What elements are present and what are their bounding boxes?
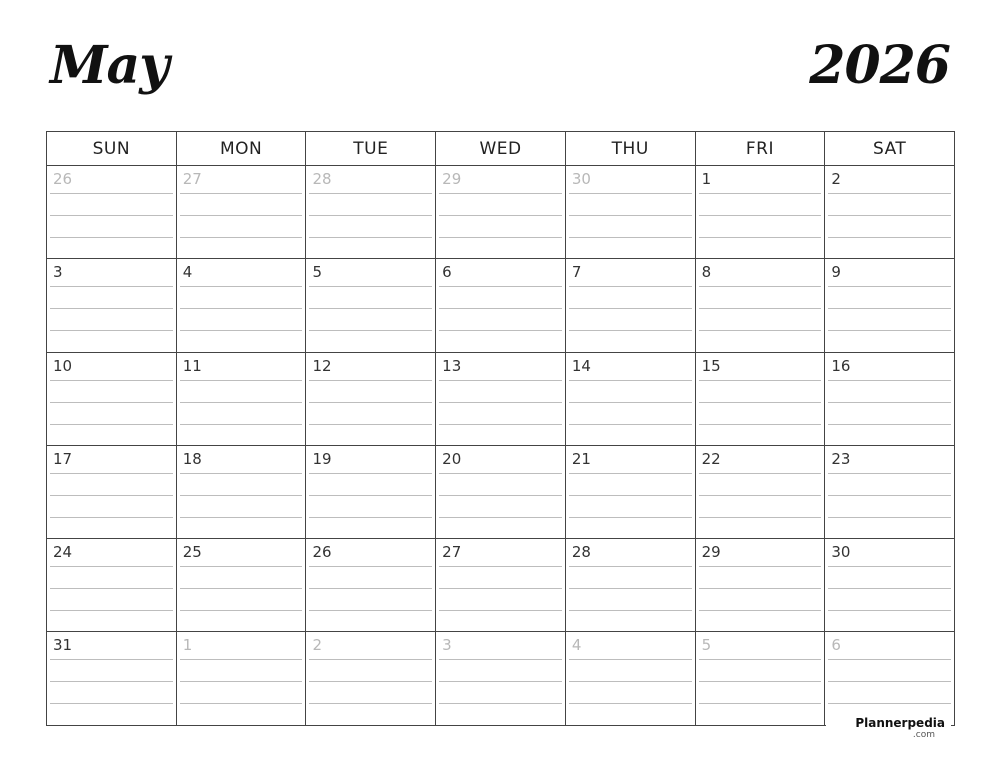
day-cell[interactable] — [825, 446, 954, 538]
writing-line — [309, 681, 432, 682]
writing-line — [569, 402, 692, 403]
writing-line — [569, 681, 692, 682]
writing-line — [50, 495, 173, 496]
day-number: 9 — [831, 263, 841, 282]
day-cell[interactable] — [47, 166, 177, 258]
day-number: 22 — [701, 449, 721, 468]
day-number: 30 — [831, 543, 851, 562]
day-number: 12 — [312, 356, 332, 375]
day-cell[interactable] — [177, 353, 307, 445]
writing-line — [50, 308, 173, 309]
writing-line — [569, 193, 692, 194]
day-cell[interactable] — [177, 539, 307, 631]
writing-line — [309, 703, 432, 704]
week-row — [47, 353, 954, 446]
writing-line — [828, 424, 951, 425]
writing-line — [828, 681, 951, 682]
writing-line — [828, 330, 951, 331]
writing-line — [569, 703, 692, 704]
day-cell[interactable] — [696, 353, 826, 445]
writing-line — [569, 588, 692, 589]
writing-line — [180, 659, 303, 660]
writing-line — [828, 402, 951, 403]
month-title: May — [50, 35, 169, 96]
writing-line — [439, 424, 562, 425]
writing-line — [309, 308, 432, 309]
day-number: 13 — [442, 356, 462, 375]
writing-line — [309, 330, 432, 331]
writing-line — [50, 330, 173, 331]
year-title: 2026 — [809, 35, 950, 96]
writing-line — [50, 517, 173, 518]
writing-line — [569, 286, 692, 287]
writing-line — [439, 495, 562, 496]
writing-line — [828, 473, 951, 474]
writing-line — [180, 703, 303, 704]
writing-line — [180, 308, 303, 309]
day-cell[interactable] — [696, 446, 826, 538]
day-cell[interactable] — [825, 539, 954, 631]
day-cell[interactable] — [696, 632, 826, 725]
day-cell[interactable] — [566, 632, 696, 725]
writing-line — [699, 286, 822, 287]
day-number: 5 — [312, 263, 322, 282]
calendar-grid — [46, 131, 955, 726]
writing-line — [828, 215, 951, 216]
day-number: 17 — [53, 449, 73, 468]
writing-line — [569, 659, 692, 660]
writing-line — [180, 681, 303, 682]
writing-line — [50, 588, 173, 589]
writing-line — [439, 703, 562, 704]
day-number: 20 — [442, 449, 462, 468]
writing-line — [439, 610, 562, 611]
adjacent-month-day-number: 6 — [831, 636, 841, 655]
writing-line — [828, 237, 951, 238]
writing-line — [828, 286, 951, 287]
writing-line — [828, 566, 951, 567]
day-cell[interactable] — [436, 353, 566, 445]
writing-line — [699, 330, 822, 331]
writing-line — [439, 380, 562, 381]
writing-line — [180, 473, 303, 474]
weekday-header-wed: WED — [436, 132, 566, 165]
day-number: 23 — [831, 449, 851, 468]
day-number: 7 — [571, 263, 582, 282]
writing-line — [569, 424, 692, 425]
week-row — [47, 446, 954, 539]
writing-line — [828, 380, 951, 381]
week-row — [47, 259, 954, 352]
writing-line — [309, 588, 432, 589]
day-cell[interactable] — [825, 166, 954, 258]
day-number: 29 — [701, 543, 721, 562]
adjacent-month-day-number: 2 — [312, 636, 322, 655]
week-row — [47, 166, 954, 259]
weekday-header-fri: FRI — [696, 132, 826, 165]
writing-line — [309, 659, 432, 660]
writing-line — [828, 610, 951, 611]
writing-line — [180, 237, 303, 238]
day-cell[interactable] — [47, 259, 177, 351]
day-cell[interactable] — [177, 632, 307, 725]
writing-line — [180, 495, 303, 496]
writing-line — [309, 380, 432, 381]
day-cell[interactable] — [306, 539, 436, 631]
adjacent-month-day-number: 30 — [571, 170, 591, 188]
day-cell[interactable] — [696, 166, 826, 258]
weekday-header-sun: SUN — [47, 132, 177, 165]
writing-line — [569, 308, 692, 309]
adjacent-month-day-number: 27 — [182, 170, 202, 188]
writing-line — [439, 566, 562, 567]
day-number: 10 — [53, 356, 73, 375]
writing-line — [180, 610, 303, 611]
day-number: 27 — [442, 543, 462, 562]
day-number: 31 — [53, 636, 73, 655]
day-cell[interactable] — [436, 539, 566, 631]
weekday-header-mon: MON — [177, 132, 307, 165]
day-cell[interactable] — [177, 259, 307, 351]
adjacent-month-day-number: 29 — [442, 170, 462, 188]
writing-line — [569, 610, 692, 611]
weekday-header-tue: TUE — [306, 132, 436, 165]
writing-line — [439, 517, 562, 518]
day-number: 25 — [182, 543, 202, 562]
writing-line — [180, 286, 303, 287]
writing-line — [699, 424, 822, 425]
writing-line — [699, 495, 822, 496]
writing-line — [439, 330, 562, 331]
writing-line — [50, 237, 173, 238]
writing-line — [50, 473, 173, 474]
weeks-container — [47, 166, 954, 726]
day-number: 16 — [831, 356, 851, 375]
writing-line — [309, 237, 432, 238]
day-cell[interactable] — [306, 353, 436, 445]
writing-line — [50, 380, 173, 381]
writing-line — [50, 402, 173, 403]
writing-line — [569, 380, 692, 381]
day-cell[interactable] — [47, 353, 177, 445]
day-number: 18 — [182, 449, 202, 468]
writing-line — [699, 237, 822, 238]
writing-line — [699, 308, 822, 309]
writing-line — [180, 517, 303, 518]
writing-line — [828, 703, 951, 704]
day-number: 28 — [571, 543, 591, 562]
writing-line — [569, 215, 692, 216]
day-cell[interactable] — [566, 446, 696, 538]
writing-line — [439, 286, 562, 287]
writing-line — [699, 473, 822, 474]
writing-line — [180, 330, 303, 331]
writing-line — [569, 517, 692, 518]
day-cell[interactable] — [47, 446, 177, 538]
day-cell[interactable] — [436, 632, 566, 725]
writing-line — [309, 495, 432, 496]
writing-line — [828, 517, 951, 518]
writing-line — [699, 193, 822, 194]
writing-line — [569, 566, 692, 567]
day-number: 6 — [442, 263, 452, 282]
adjacent-month-day-number: 26 — [53, 170, 73, 188]
writing-line — [699, 681, 822, 682]
writing-line — [699, 517, 822, 518]
day-cell[interactable] — [566, 353, 696, 445]
writing-line — [699, 659, 822, 660]
day-cell[interactable] — [306, 259, 436, 351]
writing-line — [50, 610, 173, 611]
writing-line — [50, 215, 173, 216]
writing-line — [50, 424, 173, 425]
day-number: 24 — [53, 543, 73, 562]
writing-line — [439, 659, 562, 660]
writing-line — [828, 495, 951, 496]
day-cell[interactable] — [825, 353, 954, 445]
writing-line — [569, 473, 692, 474]
writing-line — [309, 424, 432, 425]
writing-line — [439, 308, 562, 309]
day-number: 4 — [182, 263, 193, 282]
writing-line — [699, 588, 822, 589]
day-number: 11 — [182, 356, 202, 375]
writing-line — [439, 588, 562, 589]
day-number: 15 — [701, 356, 721, 375]
writing-line — [180, 193, 303, 194]
writing-line — [699, 566, 822, 567]
adjacent-month-day-number: 28 — [312, 170, 332, 188]
writing-line — [50, 566, 173, 567]
writing-line — [180, 380, 303, 381]
weekday-header-row — [47, 132, 954, 166]
brand-name: Plannerpedia — [855, 716, 945, 730]
day-number: 21 — [571, 449, 591, 468]
day-number: 26 — [312, 543, 332, 562]
writing-line — [180, 215, 303, 216]
day-cell[interactable] — [696, 259, 826, 351]
day-number: 1 — [701, 170, 712, 188]
adjacent-month-day-number: 1 — [182, 636, 193, 655]
writing-line — [699, 402, 822, 403]
writing-line — [699, 215, 822, 216]
writing-line — [569, 330, 692, 331]
day-cell[interactable] — [306, 166, 436, 258]
day-number: 3 — [53, 263, 63, 282]
day-cell[interactable] — [177, 166, 307, 258]
writing-line — [50, 659, 173, 660]
writing-line — [180, 588, 303, 589]
day-number: 8 — [701, 263, 712, 282]
writing-line — [699, 610, 822, 611]
writing-line — [309, 215, 432, 216]
day-cell[interactable] — [825, 632, 954, 725]
day-cell[interactable] — [306, 446, 436, 538]
day-number: 2 — [831, 170, 841, 188]
week-row — [47, 539, 954, 632]
writing-line — [309, 193, 432, 194]
adjacent-month-day-number: 4 — [571, 636, 582, 655]
writing-line — [309, 610, 432, 611]
adjacent-month-day-number: 3 — [442, 636, 452, 655]
day-number: 14 — [571, 356, 591, 375]
writing-line — [569, 237, 692, 238]
writing-line — [180, 566, 303, 567]
day-cell[interactable] — [177, 446, 307, 538]
writing-line — [50, 681, 173, 682]
writing-line — [828, 588, 951, 589]
writing-line — [50, 703, 173, 704]
brand-suffix: .com — [912, 730, 935, 740]
writing-line — [828, 659, 951, 660]
writing-line — [439, 193, 562, 194]
day-cell[interactable] — [696, 539, 826, 631]
day-cell[interactable] — [436, 259, 566, 351]
writing-line — [309, 286, 432, 287]
brand-logo — [826, 716, 951, 740]
writing-line — [309, 517, 432, 518]
day-cell[interactable] — [825, 259, 954, 351]
day-cell[interactable] — [306, 632, 436, 725]
writing-line — [828, 193, 951, 194]
writing-line — [439, 237, 562, 238]
week-row — [47, 632, 954, 725]
writing-line — [50, 286, 173, 287]
writing-line — [180, 424, 303, 425]
day-cell[interactable] — [47, 632, 177, 725]
writing-line — [828, 308, 951, 309]
writing-line — [699, 703, 822, 704]
weekday-header-sat: SAT — [873, 138, 907, 159]
writing-line — [569, 495, 692, 496]
day-cell[interactable] — [566, 259, 696, 351]
day-cell[interactable] — [436, 446, 566, 538]
writing-line — [439, 402, 562, 403]
writing-line — [180, 402, 303, 403]
writing-line — [439, 215, 562, 216]
weekday-header-thu: THU — [566, 132, 696, 165]
day-cell[interactable] — [436, 166, 566, 258]
writing-line — [699, 380, 822, 381]
day-cell[interactable] — [566, 166, 696, 258]
writing-line — [439, 473, 562, 474]
writing-line — [50, 193, 173, 194]
day-cell[interactable] — [47, 539, 177, 631]
writing-line — [309, 566, 432, 567]
writing-line — [439, 681, 562, 682]
writing-line — [309, 402, 432, 403]
adjacent-month-day-number: 5 — [701, 636, 712, 655]
day-cell[interactable] — [566, 539, 696, 631]
day-number: 19 — [312, 449, 332, 468]
writing-line — [309, 473, 432, 474]
